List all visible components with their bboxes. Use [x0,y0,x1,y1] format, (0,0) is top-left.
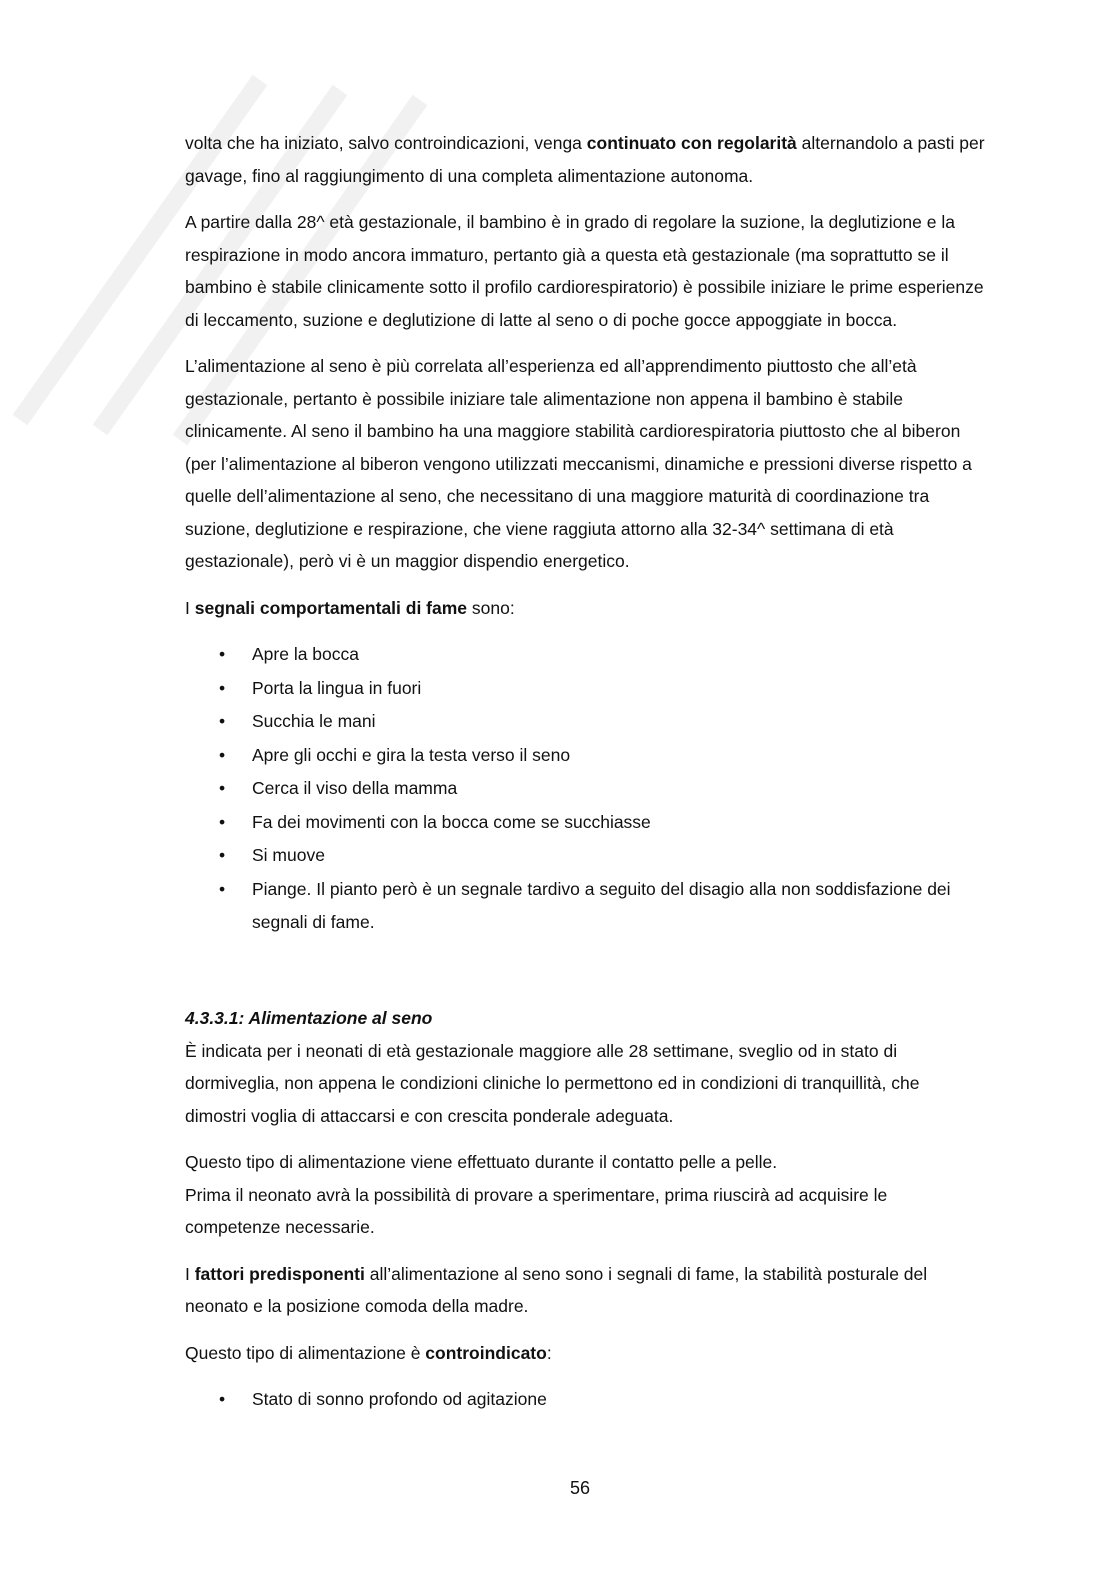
paragraph-predisposing-factors: I fattori predisponenti all’alimentazione al seno sono i segnali di fame, la stabilità posturale del neonato e la posizione comoda della madre. [185,1263,928,1316]
bullet-icon: • [219,778,226,798]
list-item: • Si muove [185,839,985,873]
list-item: • Fa dei movimenti con la bocca come se succhiasse [185,806,985,840]
list-item: • Apre la bocca [185,638,985,672]
paragraph-skin-to-skin: Questo tipo di alimentazione viene effettuato durante il contatto pelle a pelle. Prima il neonato avrà la possibilità di provare a sperimentare, prima riuscirà ad acquisire le competenze necessarie. [185,1152,888,1237]
paragraph-breastfeeding-experience: L’alimentazione al seno è più correlata all’esperienza ed all’apprendimento piuttosto che all’età gestazionale, pertanto è possibile iniziare tale alimentazione non appena il bambino è stabile clinicamente. Al seno il bambino ha una maggiore stabilità cardiorespiratoria piuttosto che al biberon (per l’alimentazione al biberon vengono utilizzati meccanismi, dinamiche e pressioni diverse rispetto a quelle dell’alimentazione al seno, che necessitano di una maggiore maturità di coordinazione tra suzione, deglutizione e respirazione, che viene raggiuta attorno alla 32-34^ settimana di età gestazionale), però vi è un maggior dispendio energetico. [185,356,972,571]
list-item: • Stato di sonno profondo od agitazione [185,1383,985,1417]
section-heading: 4.3.3.1: Alimentazione al seno [185,1007,433,1028]
paragraph-hunger-signals-intro: I segnali comportamentali di fame sono: [185,597,515,618]
paragraph-continuation: volta che ha iniziato, salvo controindicazioni, venga continuato con regolarità alternandolo a pasti per gavage, fino al raggiungimento di una completa alimentazione autonoma. [185,133,985,186]
bullet-icon: • [219,644,226,664]
list-item: • Porta la lingua in fuori [185,672,985,706]
paragraph-indication: È indicata per i neonati di età gestazionale maggiore alle 28 settimane, sveglio od in stato di dormiveglia, non appena le condizioni cliniche lo permettono ed in condizioni di tranquillità, che dimostri voglia di attaccarsi e con crescita ponderale adeguata. [185,1040,920,1126]
bullet-icon: • [219,677,226,698]
bullet-icon: • [219,744,226,765]
paragraph-gestational-age: A partire dalla 28^ età gestazionale, il bambino è in grado di regolare la suzione, la deglutizione e la respirazione in modo ancora immaturo, pertanto già a questa età gestazionale (ma soprattutto se il bambino è stabile clinicamente sotto il profilo cardiorespiratorio) è possibile iniziare le prime esperienze di leccamento, suzione e deglutizione di latte al seno o di poche gocce appoggiate in bocca. [185,212,984,330]
document-body [185,127,985,1417]
page-number: 56 [569,1478,591,1498]
list-item: • Succhia le mani [185,705,985,739]
bold-phrase: segnali comportamentali di fame [194,597,468,618]
contraindications-list [185,1383,985,1417]
bullet-icon: • [219,1389,226,1409]
list-item: • Cerca il viso della mamma [185,772,985,806]
paragraph-contraindications-intro: Questo tipo di alimentazione è controindicato: [185,1342,552,1363]
bullet-icon: • [219,711,226,731]
bold-phrase: controindicato [425,1342,547,1363]
bold-phrase: continuato con regolarità [586,133,797,153]
bold-phrase: fattori predisponenti [194,1263,365,1284]
bullet-icon: • [219,878,226,899]
hunger-signals-list [185,638,985,940]
bullet-icon: • [219,845,226,865]
list-item: • Piange. Il pianto però è un segnale tardivo a seguito del disagio alla non soddisfazione dei segnali di fame. [185,873,985,940]
bullet-icon: • [219,811,226,832]
list-item: • Apre gli occhi e gira la testa verso il seno [185,739,985,773]
